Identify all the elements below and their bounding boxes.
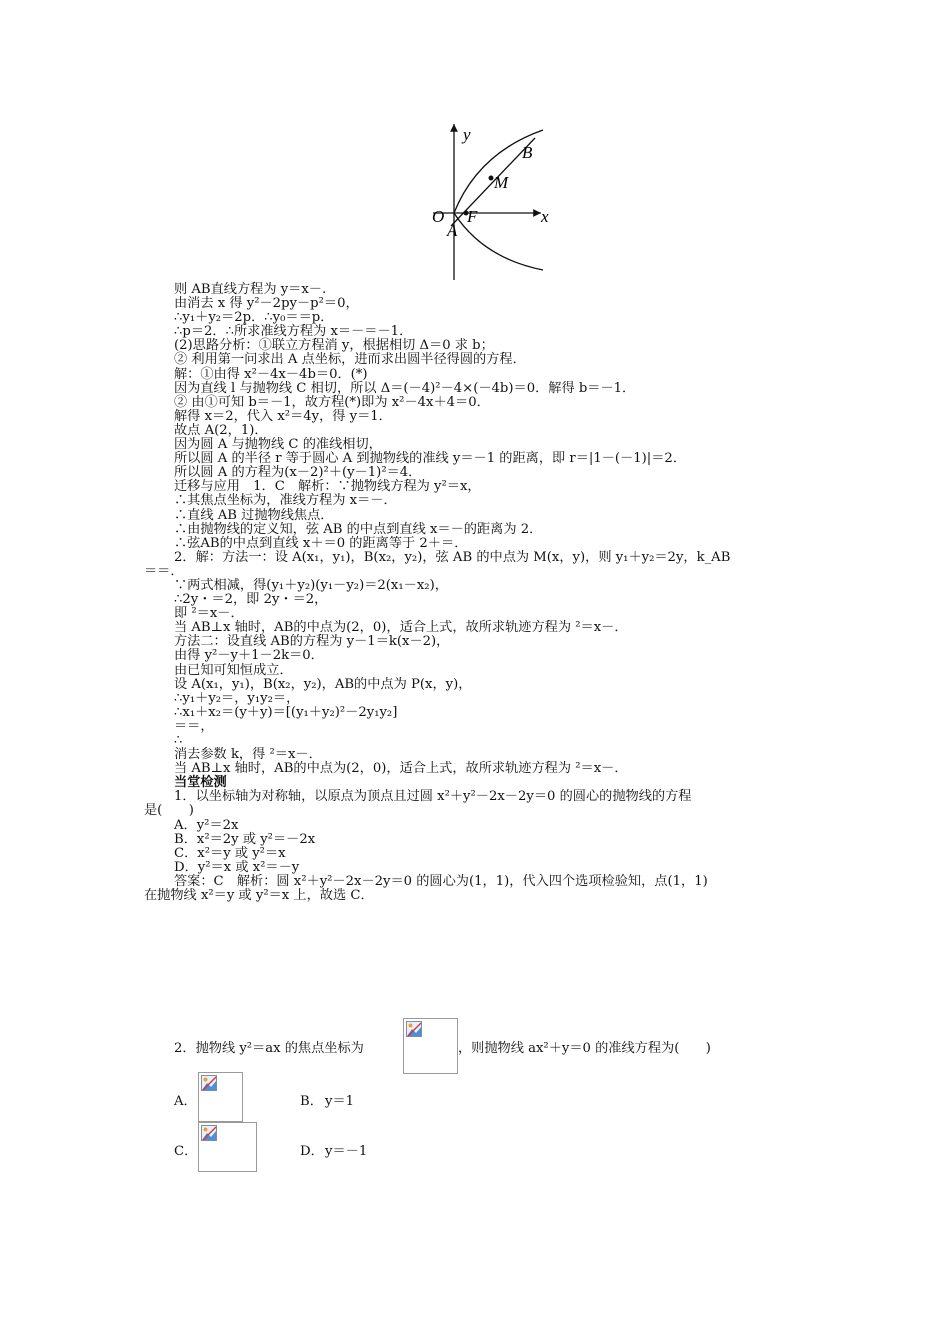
label-m: M bbox=[494, 173, 509, 192]
text-line: ∴x₁＋x₂＝(y＋y)＝[(y₁＋y₂)²－2y₁y₂] bbox=[174, 704, 398, 720]
q2-option-d-text: y＝－1 bbox=[325, 1144, 368, 1159]
broken-image-icon bbox=[201, 1075, 217, 1091]
q2-option-b-label: B． bbox=[300, 1094, 323, 1109]
broken-image-icon bbox=[201, 1125, 217, 1141]
choice-b: B．x²＝2y 或 y²＝－2x bbox=[174, 831, 316, 847]
choice-d: D．y²＝x 或 x²＝－y bbox=[174, 859, 300, 875]
text-line: 当 AB⊥x 轴时，AB的中点为(2，0)，适合上式，故所求轨迹方程为 ²＝x－． bbox=[174, 761, 628, 777]
text-line: 由得 y²－y＋1－2k＝0． bbox=[174, 648, 324, 664]
text-line: 方法二：设直线 AB的方程为 y－1＝k(x－2)， bbox=[174, 634, 450, 650]
label-f: F bbox=[467, 207, 478, 226]
text-line: (2)思路分析：①联立方程消 y，根据相切 Δ＝0 求 b； bbox=[174, 338, 494, 354]
text-line: ∴其焦点坐标为，准线方程为 x＝－． bbox=[174, 493, 397, 509]
text-line: ∵两式相减，得(y₁＋y₂)(y₁－y₂)＝2(x₁－x₂)， bbox=[174, 577, 448, 593]
q2-option-a-label: A． bbox=[174, 1094, 197, 1109]
text-line: 因为圆 A 与抛物线 C 的准线相切， bbox=[174, 437, 382, 453]
q2-text-before: 2．抛物线 y²＝ax 的焦点坐标为 bbox=[174, 1041, 364, 1056]
text-line: 即 ²＝x－． bbox=[174, 606, 244, 622]
label-b: B bbox=[522, 143, 533, 162]
label-a: A bbox=[447, 221, 458, 240]
label-o: O bbox=[432, 207, 445, 226]
text-line: ∴2y・＝2，即 2y・＝2， bbox=[174, 592, 328, 608]
text-line: 故点 A(2，1)． bbox=[174, 422, 268, 438]
text-line: 消去参数 k，得 ²＝x－． bbox=[174, 747, 322, 763]
text-line: 迁移与应用 1．C 解析：∵抛物线方程为 y²＝x， bbox=[174, 479, 481, 495]
text-line: ∴y₁＋y₂＝2p．∴y₀＝＝p． bbox=[174, 310, 334, 326]
text-line: 设 A(x₁，y₁)，B(x₂，y₂)，AB的中点为 P(x，y)， bbox=[174, 676, 472, 692]
text-line: 1．以坐标轴为对称轴，以原点为顶点且过圆 x²＋y²－2x－2y＝0 的圆心的抛物线的方程 bbox=[174, 789, 692, 805]
q2-option-a-image bbox=[198, 1072, 243, 1122]
text-line: 解得 x＝2，代入 x²＝4y，得 y＝1． bbox=[174, 408, 392, 424]
answer-line: 答案：C 解析：圆 x²＋y²－2x－2y＝0 的圆心为(1，1)，代入四个选项检验知，点(1，1) bbox=[174, 873, 708, 889]
q2-focus-image bbox=[403, 1018, 458, 1074]
q2-text-after: ，则抛物线 ax²＋y＝0 的准线方程为( ) bbox=[458, 1041, 711, 1056]
choice-a: A．y²＝2x bbox=[174, 817, 239, 833]
q2-option-c-label: C． bbox=[174, 1144, 198, 1159]
q2-option-c-image bbox=[198, 1122, 257, 1172]
broken-image-icon bbox=[406, 1021, 422, 1037]
q2-option-b-text: y＝1 bbox=[325, 1094, 355, 1109]
section-heading: 当堂检测 bbox=[174, 775, 227, 791]
text-line: 2．解：方法一：设 A(x₁，y₁)，B(x₂，y₂)，弦 AB 的中点为 M(x，y)，则 y₁＋y₂＝2y，k_AB bbox=[174, 549, 731, 565]
label-y: y bbox=[463, 125, 471, 144]
text-line: ∴弦AB的中点到直线 x＋＝0 的距离等于 2＋＝． bbox=[174, 535, 468, 551]
text-line: 是( ) bbox=[144, 803, 194, 819]
text-line: ＝＝． bbox=[144, 563, 184, 579]
text-line: 由消去 x 得 y²－2py－p²＝0， bbox=[174, 296, 359, 312]
text-line: 解：①由得 x²－4x－4b＝0．(*) bbox=[174, 366, 368, 382]
text-line: 在抛物线 x²＝y 或 y²＝x 上，故选 C． bbox=[144, 888, 374, 904]
text-line: ∴直线 AB 过抛物线焦点． bbox=[174, 507, 334, 523]
label-x: x bbox=[541, 207, 549, 226]
text-line: 所以圆 A 的方程为(x－2)²＋(y－1)²＝4． bbox=[174, 465, 422, 481]
text-line: 因为直线 l 与抛物线 C 相切，所以 Δ＝(－4)²－4×(－4b)＝0．解得 b＝－1． bbox=[174, 380, 636, 396]
text-line: 则 AB直线方程为 y＝x－. bbox=[174, 282, 327, 297]
text-line: ∴y₁＋y₂＝，y₁y₂＝， bbox=[174, 690, 300, 706]
text-line: ∴ bbox=[174, 733, 183, 748]
text-line: ＝＝， bbox=[174, 718, 214, 734]
text-line: 所以圆 A 的半径 r 等于圆心 A 到抛物线的准线 y＝－1 的距离，即 r＝|1－(－1)|＝2． bbox=[174, 451, 687, 467]
text-line: ∴p＝2．∴所求准线方程为 x＝－＝－1． bbox=[174, 324, 413, 340]
text-line: ② 由①可知 b＝－1，故方程(*)即为 x²－4x＋4＝0． bbox=[174, 394, 490, 410]
text-line: 由已知可知恒成立． bbox=[174, 662, 293, 678]
text-line: 当 AB⊥x 轴时，AB的中点为(2，0)，适合上式，故所求轨迹方程为 ²＝x－． bbox=[174, 620, 628, 636]
q2-option-d-label: D． bbox=[300, 1144, 324, 1159]
text-line: ② 利用第一问求出 A 点坐标，进而求出圆半径得圆的方程． bbox=[174, 352, 526, 368]
choice-c: C．x²＝y 或 y²＝x bbox=[174, 845, 286, 861]
text-line: ∴由抛物线的定义知，弦 AB 的中点到直线 x＝－的距离为 2． bbox=[174, 521, 543, 537]
